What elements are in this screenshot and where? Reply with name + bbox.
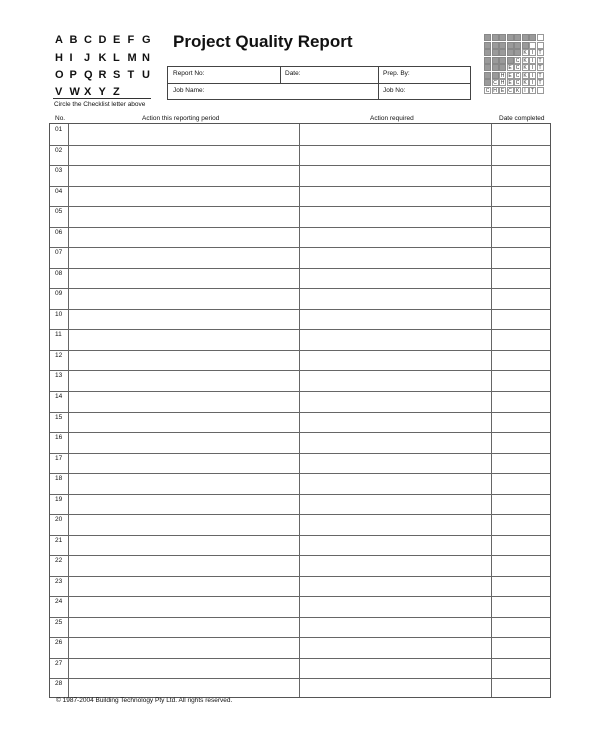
table-row-divider	[50, 596, 550, 597]
row-number: 09	[55, 290, 63, 298]
alphabet-row	[55, 52, 157, 64]
logo-cell: T	[538, 65, 542, 71]
header-date-completed: Date completed	[499, 115, 545, 122]
checklist-letter[interactable]: T	[127, 69, 135, 81]
checklist-letter[interactable]: N	[142, 52, 150, 64]
logo-cell: I	[529, 49, 536, 56]
row-number: 25	[55, 618, 63, 626]
logo-cell	[499, 34, 506, 41]
row-number: 23	[55, 577, 63, 585]
table-row-divider	[50, 494, 550, 495]
checklist-letter[interactable]: Y	[98, 86, 106, 98]
report-table	[49, 123, 551, 698]
row-number: 24	[55, 598, 63, 606]
checklist-letter[interactable]: O	[55, 69, 64, 81]
checkit-logo	[484, 34, 548, 96]
logo-cell	[484, 79, 491, 86]
table-row-divider	[50, 370, 550, 371]
table-row-divider	[50, 186, 550, 187]
table-row-divider	[50, 617, 550, 618]
table-row-divider	[50, 555, 550, 556]
info-col-divider	[280, 67, 281, 83]
logo-cell	[484, 34, 491, 41]
checklist-letter[interactable]: B	[69, 34, 78, 46]
logo-cell	[514, 42, 521, 49]
checklist-instruction: Circle the Checklist letter above	[54, 101, 146, 108]
checklist-letter[interactable]: G	[142, 34, 151, 46]
logo-cell: T	[538, 57, 542, 64]
table-row-divider	[50, 309, 550, 310]
logo-cell	[537, 34, 544, 41]
table-row-divider	[50, 576, 550, 577]
checklist-letter[interactable]: I	[69, 52, 73, 64]
logo-cell	[499, 57, 506, 64]
logo-cell	[522, 42, 529, 49]
prep-by-field[interactable]: Prep. By:	[383, 70, 410, 77]
logo-cell: K	[523, 80, 527, 86]
row-number: 22	[55, 557, 63, 565]
row-number: 07	[55, 249, 63, 257]
logo-cell: K	[523, 72, 527, 79]
checklist-letter[interactable]: J	[84, 52, 91, 64]
table-row-divider	[50, 514, 550, 515]
table-row-divider	[50, 432, 550, 433]
checklist-letter[interactable]: F	[127, 34, 135, 46]
info-col-divider	[378, 67, 379, 99]
logo-cell: C	[515, 65, 520, 71]
logo-cell	[529, 42, 536, 49]
checklist-letter[interactable]: V	[55, 86, 63, 98]
copyright-footer: © 1987-2004 Building Technology Pty Ltd. All rights reserved.	[56, 697, 233, 704]
logo-cell	[484, 64, 491, 71]
table-row-divider	[50, 350, 550, 351]
row-number: 18	[55, 475, 63, 483]
row-number: 14	[55, 392, 63, 400]
logo-cell	[507, 42, 514, 49]
logo-cell: C	[493, 80, 497, 86]
page-title: Project Quality Report	[173, 32, 353, 51]
logo-cell	[484, 72, 491, 79]
row-number: 02	[55, 146, 63, 154]
checklist-letter[interactable]: C	[84, 34, 92, 46]
logo-cell: H	[500, 80, 505, 86]
logo-cell: I	[529, 72, 536, 79]
logo-cell: K	[523, 50, 527, 56]
checklist-letter[interactable]: M	[127, 52, 137, 64]
logo-cell: H	[493, 87, 497, 94]
row-number: 27	[55, 659, 63, 667]
checklist-letter[interactable]: R	[98, 69, 107, 81]
checklist-letter[interactable]: X	[84, 86, 92, 98]
row-number: 08	[55, 269, 63, 277]
table-row-divider	[50, 288, 550, 289]
row-number: 13	[55, 372, 63, 380]
logo-cell	[484, 57, 491, 64]
alphabet-underline	[53, 98, 151, 99]
logo-cell: H	[500, 72, 505, 79]
table-row-divider	[50, 145, 550, 146]
logo-cell	[499, 42, 506, 49]
logo-cell	[484, 42, 491, 49]
logo-cell	[507, 34, 514, 41]
row-number: 04	[55, 187, 63, 195]
logo-cell: C	[515, 80, 520, 86]
table-row-divider	[50, 637, 550, 638]
checklist-letter[interactable]: H	[55, 52, 63, 64]
table-row-divider	[50, 473, 550, 474]
logo-cell: I	[529, 57, 536, 64]
logo-cell	[537, 42, 544, 49]
row-number: 26	[55, 639, 63, 647]
logo-cell: K	[523, 65, 527, 71]
info-divider	[168, 83, 470, 84]
logo-cell	[514, 49, 521, 56]
row-number: 01	[55, 126, 63, 133]
table-row-divider	[50, 268, 550, 269]
header-no: No.	[55, 115, 66, 122]
row-number: 17	[55, 454, 63, 462]
logo-cell: C	[515, 72, 520, 79]
row-number: 05	[55, 208, 63, 216]
column-divider	[491, 124, 492, 697]
checklist-letter[interactable]: P	[69, 69, 77, 81]
logo-cell: I	[529, 64, 536, 71]
row-number: 28	[55, 680, 63, 688]
logo-cell: K	[515, 87, 520, 94]
logo-cell: I	[522, 87, 529, 94]
logo-cell	[529, 34, 536, 41]
alphabet-row	[55, 69, 157, 81]
logo-cell: K	[523, 57, 527, 64]
checklist-letter[interactable]: Q	[84, 69, 93, 81]
logo-cell	[492, 72, 499, 79]
table-row-divider	[50, 535, 550, 536]
logo-cell	[499, 64, 506, 71]
column-divider	[299, 124, 300, 697]
header-action-period: Action this reporting period	[142, 115, 220, 122]
row-number: 21	[55, 536, 63, 544]
alphabet-row	[55, 34, 157, 46]
table-row-divider	[50, 453, 550, 454]
logo-cell	[484, 49, 491, 56]
date-field[interactable]: Date:	[285, 70, 301, 77]
row-number: 10	[55, 310, 63, 318]
checklist-letter[interactable]: W	[69, 86, 80, 98]
table-row-divider	[50, 247, 550, 248]
row-number: 15	[55, 413, 63, 421]
logo-cell: C	[508, 87, 512, 94]
logo-cell: T	[538, 72, 542, 79]
logo-cell	[514, 34, 521, 41]
checklist-letter[interactable]: A	[55, 34, 63, 46]
report-no-field[interactable]: Report No:	[173, 70, 205, 77]
row-number: 06	[55, 228, 63, 236]
row-number: 16	[55, 434, 63, 442]
row-number: 11	[55, 331, 62, 339]
checklist-letter[interactable]: K	[98, 52, 107, 64]
logo-cell	[492, 57, 499, 64]
table-row-divider	[50, 227, 550, 228]
header-action-required: Action required	[370, 115, 414, 122]
logo-cell	[492, 64, 499, 71]
logo-cell: E	[500, 87, 505, 94]
logo-cell: T	[530, 87, 535, 94]
table-row-divider	[50, 678, 550, 679]
job-no-field[interactable]: Job No:	[383, 87, 406, 94]
logo-cell: T	[538, 80, 542, 86]
table-row-divider	[50, 412, 550, 413]
checklist-letter[interactable]: D	[98, 34, 107, 46]
report-info-box	[167, 66, 471, 100]
table-row-divider	[50, 658, 550, 659]
logo-cell: E	[508, 80, 512, 86]
checklist-letter[interactable]: Z	[113, 86, 120, 98]
logo-cell	[507, 49, 514, 56]
checklist-letter[interactable]: L	[113, 52, 120, 64]
row-number: 19	[55, 495, 63, 503]
row-number: 20	[55, 516, 63, 524]
table-row-divider	[50, 391, 550, 392]
job-name-field[interactable]: Job Name:	[173, 87, 205, 94]
column-divider	[68, 124, 69, 697]
table-row-divider	[50, 206, 550, 207]
alphabet-row	[55, 86, 128, 98]
table-row-divider	[50, 165, 550, 166]
logo-cell	[492, 34, 499, 41]
logo-cell	[492, 49, 499, 56]
logo-cell	[499, 49, 506, 56]
checklist-letter[interactable]: E	[113, 34, 121, 46]
logo-cell: C	[485, 87, 490, 94]
logo-cell	[537, 87, 544, 94]
row-number: 03	[55, 167, 63, 175]
logo-cell: E	[508, 65, 512, 71]
row-number: 12	[55, 351, 63, 359]
logo-cell	[522, 34, 529, 41]
logo-cell	[492, 42, 499, 49]
logo-cell: T	[538, 50, 542, 56]
logo-cell: C	[515, 57, 520, 64]
checklist-letter[interactable]: U	[142, 69, 150, 81]
logo-cell	[507, 57, 514, 64]
logo-cell: I	[529, 79, 536, 86]
checklist-letter[interactable]: S	[113, 69, 121, 81]
logo-cell: E	[508, 72, 512, 79]
table-row-divider	[50, 329, 550, 330]
